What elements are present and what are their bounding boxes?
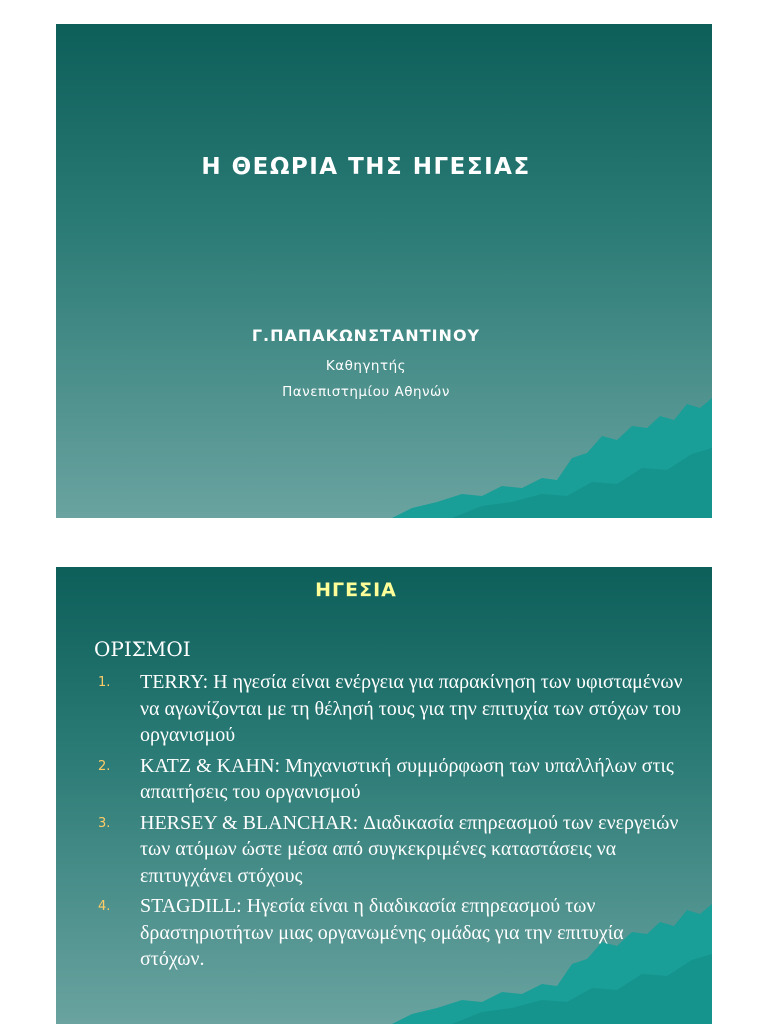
slide-title: Η ΘΕΩΡΙΑ ΤΗΣ ΗΓΕΣΙΑΣ (201, 154, 531, 180)
definition-list (94, 669, 684, 977)
definition-text: : Μηχανιστική συμμόρφωση των υπαλλήλων στις απαιτήσεις του οργανισμού (140, 754, 674, 803)
definition-author: KATZ & KAHN (140, 754, 275, 777)
definition-text: : Διαδικασία επηρεασμού των ενεργειών των ατόμων ώστε μέσα από συγκεκριμένες καταστάσεις να επιτυγχάνει στόχους (140, 811, 679, 887)
slide-title: ΗΓΕΣΙΑ (315, 579, 397, 601)
definition-item (94, 753, 684, 806)
slide-1 (56, 24, 712, 518)
author-university: Πανεπιστημίου Αθηνών (282, 384, 450, 400)
definition-author: TERRY (140, 671, 203, 693)
definition-text: : Ηγεσία είναι η διαδικασία επηρεασμού των δραστηριοτήτων μιας οργανωμένης ομάδας για την επιτυχία στόχων. (140, 895, 624, 970)
definition-item (94, 893, 684, 973)
definition-item (94, 669, 684, 749)
definition-author: STAGDILL (140, 895, 237, 917)
definition-author: HERSEY & BLANCHAR (140, 811, 353, 834)
list-number: 2. (98, 758, 111, 774)
list-number: 4. (98, 899, 111, 914)
definition-item (94, 810, 684, 890)
slide-2 (56, 567, 712, 1024)
author-name: Γ.ΠΑΠΑΚΩΝΣΤΑΝΤΙΝΟΥ (251, 326, 481, 345)
author-role: Καθηγητής (325, 358, 407, 374)
list-number: 1. (98, 675, 111, 690)
definition-text: : Η ηγεσία είναι ενέργεια για παρακίνηση των υφισταμένων να αγωνίζονται με τη θέλησή τους για την επιτυχία των στόχων του οργανισμού (140, 671, 683, 746)
list-number: 3. (98, 815, 111, 831)
section-heading: ΟΡΙΣΜΟΙ (94, 637, 191, 661)
mountain-decoration (392, 398, 712, 518)
